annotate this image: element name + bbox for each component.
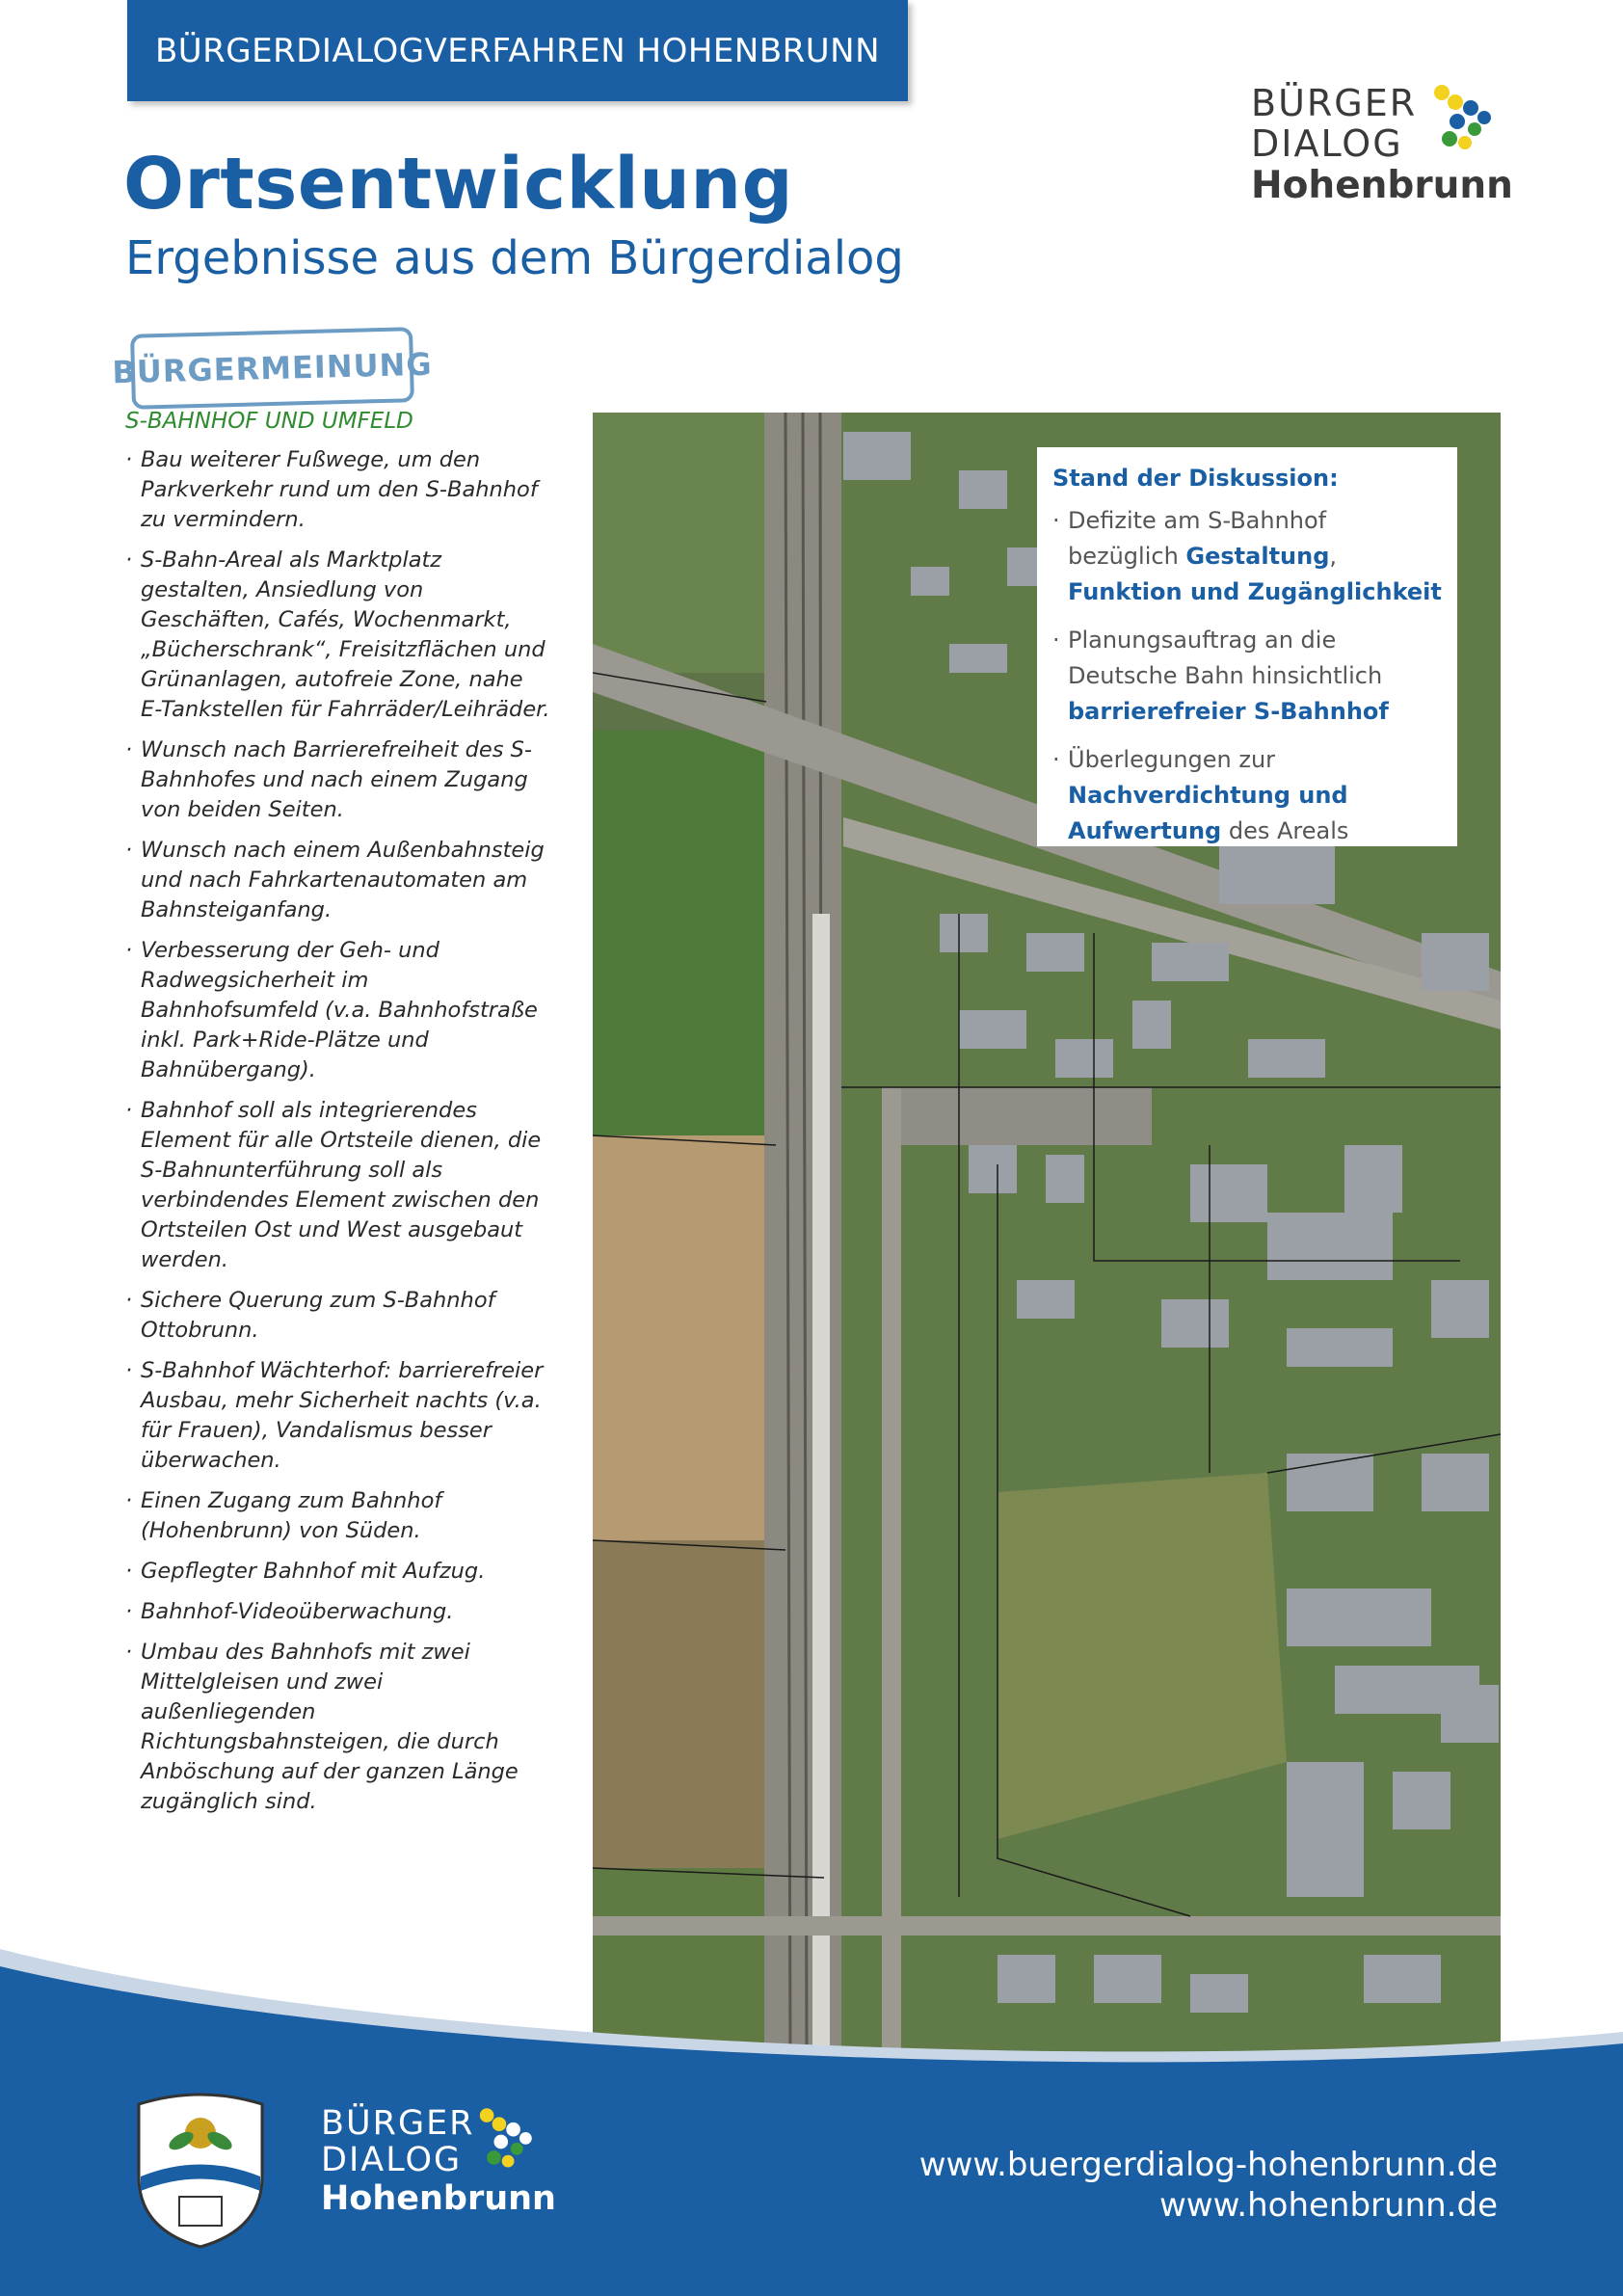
list-item: · Bau weiterer Fußwege, um den Parkverkehr rund um den S-Bahnhof zu vermindern. (125, 445, 551, 535)
website-link-hohenbrunn[interactable]: www.hohenbrunn.de (1159, 2186, 1498, 2225)
list-item: · Wunsch nach einem Außenbahnsteig und nach Fahrkartenautomaten am Bahnsteiganfang. (125, 836, 551, 925)
logo-line-1: BÜRGER (321, 2104, 475, 2143)
list-item: · Sichere Querung zum S-Bahnhof Ottobrunn. (125, 1286, 551, 1346)
list-item: · S-Bahnhof Wächterhof: barrierefreier Ausbau, mehr Sicherheit nachts (v.a. für Frauen), Vandalismus besser überwachen. (125, 1356, 551, 1476)
item-text: Überlegungen zur (1068, 746, 1276, 773)
discussion-list (1052, 503, 1442, 849)
list-item: · Wunsch nach Barrierefreiheit des S-Bahnhofes und nach einem Zugang von beiden Seiten. (125, 735, 551, 825)
logo-line-1: BÜRGER (1251, 82, 1418, 124)
item-text: Defizite am S-Bahnhof bezüglich (1068, 507, 1327, 570)
list-item (1052, 623, 1442, 730)
item-highlight: Funktion und Zugänglichkeit (1068, 578, 1442, 605)
item-text: des Areals (1221, 817, 1349, 844)
buergermeinung-stamp: BÜRGERMEINUNG (130, 327, 414, 410)
list-item: · Umbau des Bahnhofs mit zwei Mittelgleisen und zwei außenliegenden Richtungsbahnsteigen, die durch Anböschung auf der ganzen Länge zugänglich sind. (125, 1638, 551, 1817)
page-title: Ortsentwicklung (123, 143, 794, 226)
website-link-buergerdialog[interactable]: www.buergerdialog-hohenbrunn.de (918, 2146, 1498, 2184)
list-item: · Gepflegter Bahnhof mit Aufzug. (125, 1557, 551, 1587)
section-heading: S-BAHNHOF UND UMFELD (125, 409, 413, 434)
coat-of-arms-icon (135, 2085, 266, 2249)
item-highlight: barrierefreier S-Bahnhof (1068, 698, 1389, 725)
page-subtitle: Ergebnisse aus dem Bürgerdialog (125, 231, 904, 285)
logo-dots-icon (478, 2105, 540, 2178)
list-item: · Verbesserung der Geh- und Radwegsicherheit im Bahnhofsumfeld (v.a. Bahnhofstraße inkl. Park+Ride-Plätze und Bahnübergang). (125, 936, 551, 1085)
logo-line-2: DIALOG (1251, 122, 1403, 165)
list-item (1052, 742, 1442, 849)
logo-line-3: Hohenbrunn (321, 2179, 556, 2218)
buergerdialog-logo-footer (321, 2105, 572, 2230)
item-highlight: Nachverdichtung und Aufwertung (1068, 782, 1348, 844)
item-text: Planungsauftrag an die Deutsche Bahn hinsichtlich (1068, 627, 1383, 689)
logo-dots-icon (1432, 83, 1500, 160)
discussion-title: Stand der Diskussion: (1052, 465, 1339, 492)
list-item: · Bahnhof-Videoüberwachung. (125, 1597, 551, 1627)
logo-line-2: DIALOG (321, 2141, 463, 2179)
list-item: · S-Bahn-Areal als Marktplatz gestalten, Ansiedlung von Geschäften, Cafés, Wochenmarkt, „Bücherschrank“, Freisitzflächen und Grünanlagen, autofreie Zone, nahe E-Tankstellen für Fahrräder/Leihräder. (125, 546, 551, 725)
item-highlight: Gestaltung (1185, 543, 1330, 570)
list-item: · Einen Zugang zum Bahnhof (Hohenbrunn) von Süden. (125, 1486, 551, 1546)
list-item (1052, 503, 1442, 610)
buergerdialog-logo (1251, 83, 1511, 218)
discussion-box (1037, 447, 1457, 846)
opinion-list (125, 445, 551, 1828)
logo-line-3: Hohenbrunn (1251, 164, 1513, 207)
header-banner: BÜRGERDIALOGVERFAHREN HOHENBRUNN (127, 0, 908, 101)
item-text: , (1329, 543, 1338, 570)
list-item: · Bahnhof soll als integrierendes Element für alle Ortsteile dienen, die S-Bahnunterführung soll als verbindendes Element zwischen den Ortsteilen Ost und West ausgebaut werden. (125, 1096, 551, 1275)
footer-links (919, 2145, 1498, 2226)
